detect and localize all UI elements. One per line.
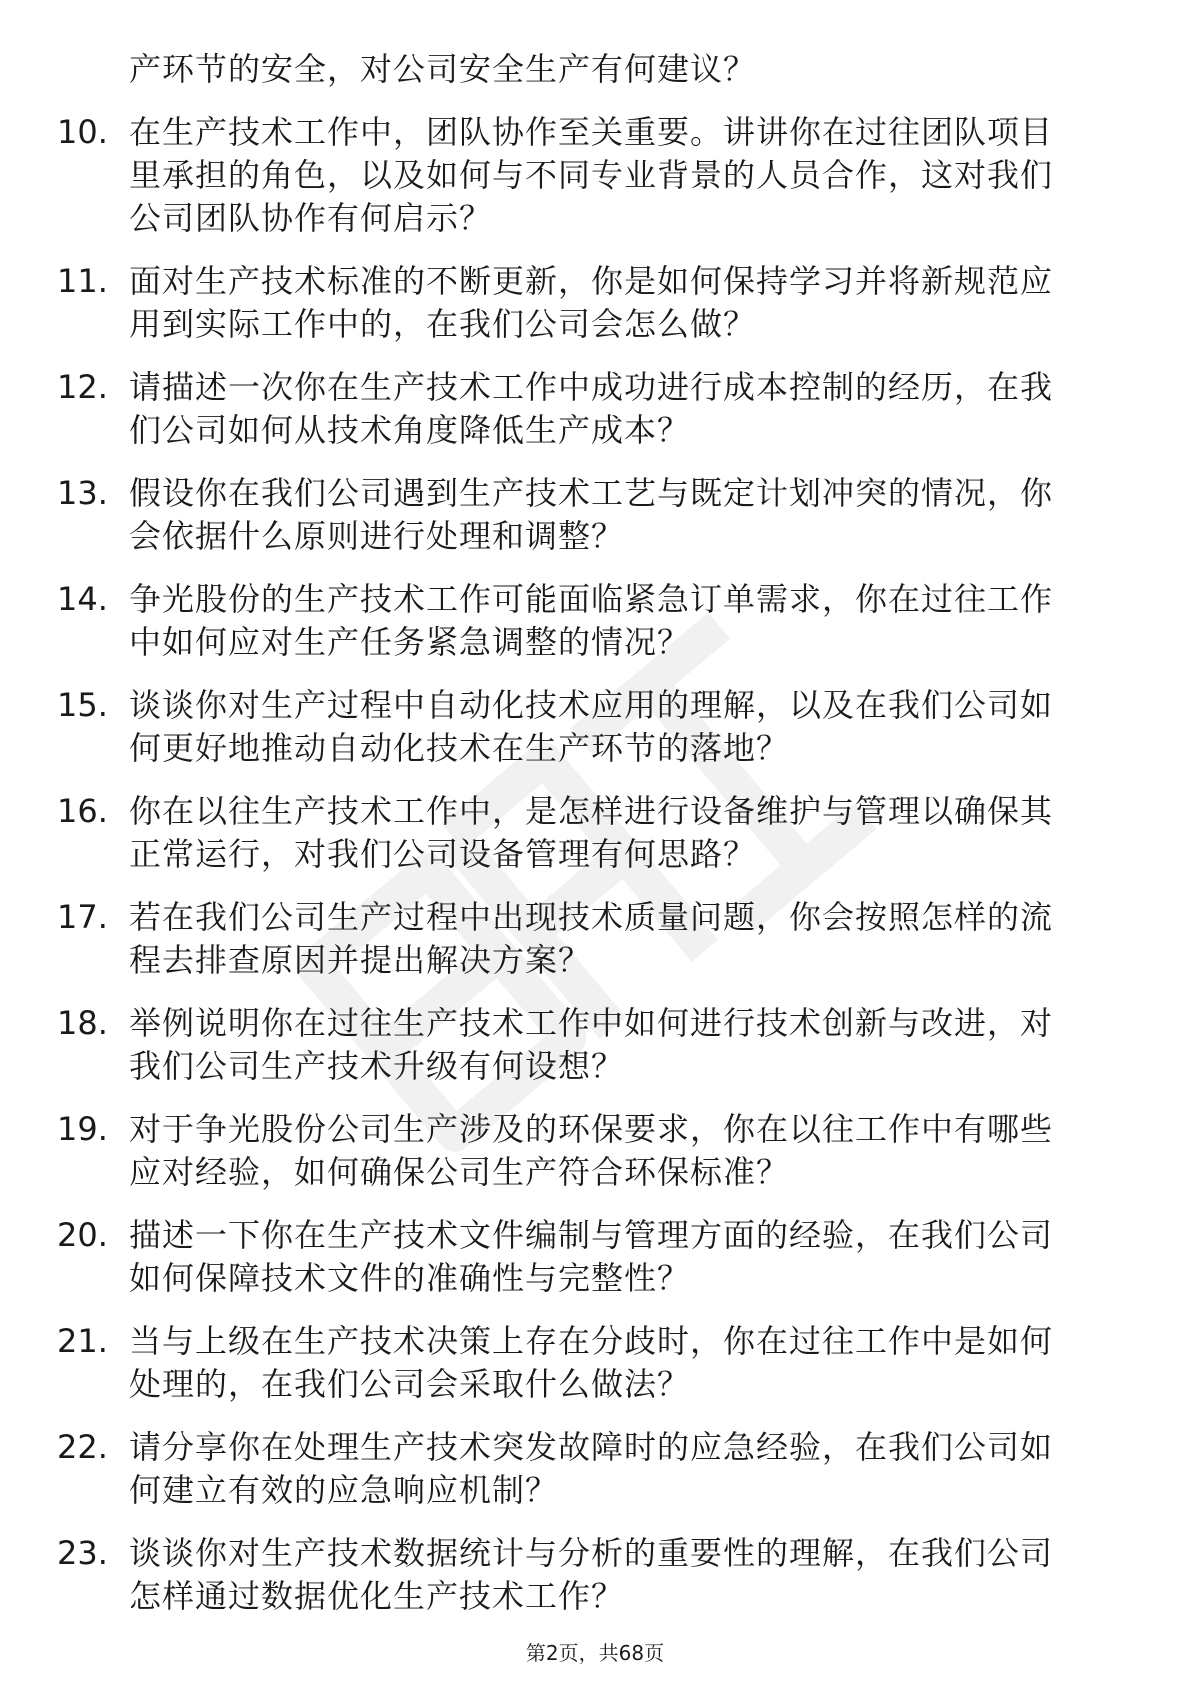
question-line: 当与上级在生产技术决策上存在分歧时，你在过往工作中是如何 — [129, 1322, 1054, 1360]
question-line: 若在我们公司生产过程中出现技术质量问题，你会按照怎样的流 — [129, 898, 1054, 936]
question-text — [129, 111, 1109, 240]
question-number: 19. — [57, 1110, 108, 1148]
question-number: 20. — [57, 1216, 108, 1254]
continuation-text: 产环节的安全，对公司安全生产有何建议？ — [129, 50, 757, 88]
question-item — [57, 472, 1117, 558]
question-line: 谈谈你对生产技术数据统计与分析的重要性的理解，在我们公司 — [129, 1534, 1054, 1572]
question-line: 公司团队协作有何启示？ — [129, 199, 493, 237]
page-footer: 第2页，共68页 — [525, 1641, 665, 1665]
question-text — [129, 790, 1109, 876]
question-text — [129, 366, 1109, 452]
question-text — [129, 896, 1109, 982]
question-number: 18. — [57, 1004, 108, 1042]
question-text — [129, 472, 1109, 558]
question-item — [57, 366, 1117, 452]
question-line: 会依据什么原则进行处理和调整？ — [129, 517, 625, 555]
question-text — [129, 1426, 1109, 1512]
question-number: 16. — [57, 792, 108, 830]
question-item — [57, 578, 1117, 664]
question-number: 13. — [57, 474, 108, 512]
question-item — [57, 1002, 1117, 1088]
question-number: 17. — [57, 898, 108, 936]
question-line: 正常运行，对我们公司设备管理有何思路？ — [129, 835, 757, 873]
question-number: 15. — [57, 686, 108, 724]
question-line: 如何保障技术文件的准确性与完整性？ — [129, 1259, 691, 1297]
question-number: 14. — [57, 580, 108, 618]
question-item — [57, 1532, 1117, 1618]
question-line: 何更好地推动自动化技术在生产环节的落地？ — [129, 729, 790, 767]
question-number: 22. — [57, 1428, 108, 1466]
question-item — [57, 790, 1117, 876]
question-line: 对于争光股份公司生产涉及的环保要求，你在以往工作中有哪些 — [129, 1110, 1054, 1148]
question-text — [129, 260, 1109, 346]
question-number: 21. — [57, 1322, 108, 1360]
question-line: 怎样通过数据优化生产技术工作？ — [129, 1577, 625, 1615]
question-text — [129, 1002, 1109, 1088]
question-item — [57, 684, 1117, 770]
question-line: 里承担的角色，以及如何与不同专业背景的人员合作，这对我们 — [129, 156, 1054, 194]
question-item — [57, 1108, 1117, 1194]
question-line: 你在以往生产技术工作中，是怎样进行设备维护与管理以确保其 — [129, 792, 1054, 830]
question-number: 12. — [57, 368, 108, 406]
question-text — [129, 1214, 1109, 1300]
question-line: 描述一下你在生产技术文件编制与管理方面的经验，在我们公司 — [129, 1216, 1054, 1254]
question-number: 23. — [57, 1534, 108, 1572]
question-item — [57, 1426, 1117, 1512]
question-line: 们公司如何从技术角度降低生产成本？ — [129, 411, 691, 449]
question-line: 在生产技术工作中，团队协作至关重要。讲讲你在过往团队项目 — [129, 113, 1054, 151]
question-number: 11. — [57, 262, 108, 300]
question-text — [129, 684, 1109, 770]
question-line: 用到实际工作中的，在我们公司会怎么做？ — [129, 305, 757, 343]
question-item — [57, 1214, 1117, 1300]
question-item — [57, 1320, 1117, 1406]
question-line: 应对经验，如何确保公司生产符合环保标准？ — [129, 1153, 790, 1191]
question-text — [129, 1320, 1109, 1406]
question-text — [129, 1108, 1109, 1194]
question-text — [129, 578, 1109, 664]
question-text — [129, 1532, 1109, 1618]
question-line: 面对生产技术标准的不断更新，你是如何保持学习并将新规范应 — [129, 262, 1054, 300]
question-line: 我们公司生产技术升级有何设想？ — [129, 1047, 625, 1085]
question-item — [57, 260, 1117, 346]
question-line: 处理的，在我们公司会采取什么做法？ — [129, 1365, 691, 1403]
question-line: 举例说明你在过往生产技术工作中如何进行技术创新与改进，对 — [129, 1004, 1054, 1042]
question-line: 假设你在我们公司遇到生产技术工艺与既定计划冲突的情况，你 — [129, 474, 1054, 512]
question-line: 请描述一次你在生产技术工作中成功进行成本控制的经历，在我 — [129, 368, 1054, 406]
question-number: 10. — [57, 113, 108, 151]
question-line: 请分享你在处理生产技术突发故障时的应急经验，在我们公司如 — [129, 1428, 1054, 1466]
question-line: 谈谈你对生产过程中自动化技术应用的理解，以及在我们公司如 — [129, 686, 1054, 724]
question-line: 中如何应对生产任务紧急调整的情况？ — [129, 623, 691, 661]
question-item — [57, 111, 1117, 240]
question-list — [0, 48, 1190, 1638]
question-line: 程去排查原因并提出解决方案？ — [129, 941, 592, 979]
question-line: 争光股份的生产技术工作可能面临紧急订单需求，你在过往工作 — [129, 580, 1054, 618]
question-item — [57, 896, 1117, 982]
question-line: 何建立有效的应急响应机制？ — [129, 1471, 559, 1509]
